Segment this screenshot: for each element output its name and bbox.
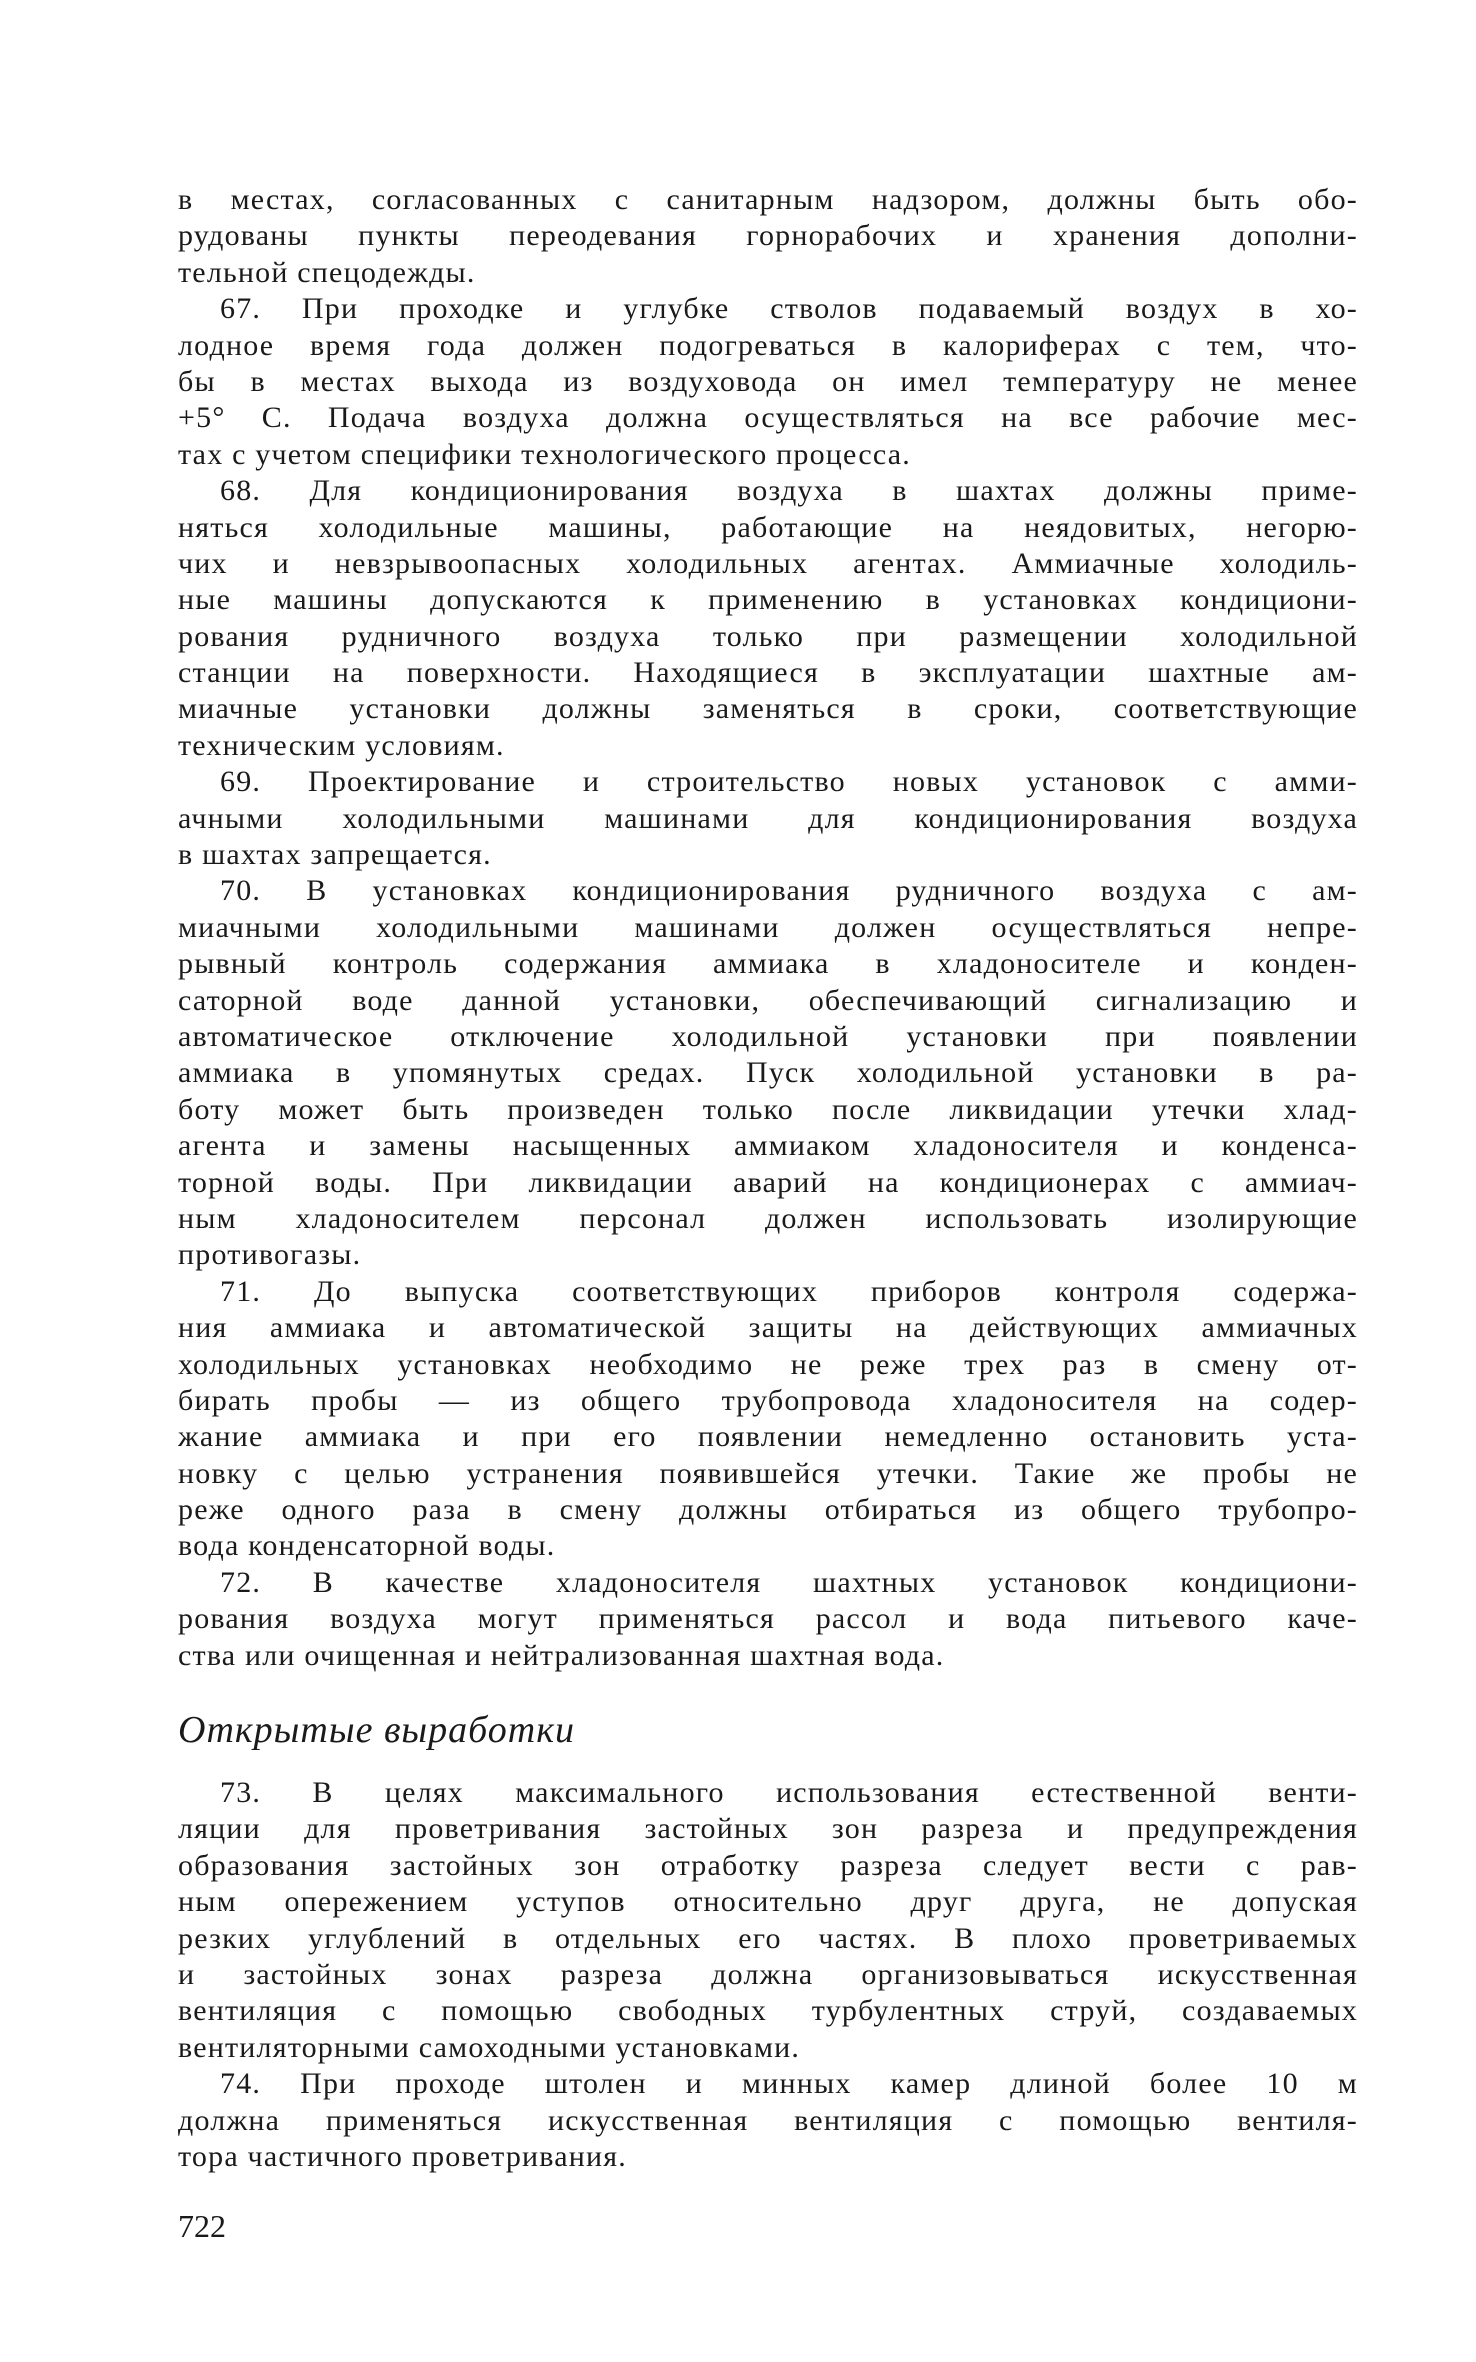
text-line: резких углублений в отдельных его частях. В плохо проветриваемых	[178, 1921, 1358, 1955]
text-line: реже одного раза в смену должны отбираться из общего трубопро-	[178, 1493, 1358, 1527]
text-line: 74. При проходе штолен и минных камер длиной более 10 м	[220, 2067, 1358, 2101]
text-line: агента и замены насыщенных аммиаком хладоносителя и конденса-	[178, 1129, 1358, 1163]
text-line: в шахтах запрещается.	[178, 838, 492, 872]
text-line: рования рудничного воздуха только при размещении холодильной	[178, 619, 1358, 653]
paragraph	[178, 873, 1358, 1273]
text-line: ные машины допускаются к применению в установках кондициони-	[178, 583, 1358, 617]
text-line: ства или очищенная и нейтрализованная шахтная вода.	[178, 1638, 945, 1672]
paragraph	[178, 291, 1358, 473]
text-line: 73. В целях максимального использования естественной венти-	[220, 1776, 1358, 1809]
paragraph	[178, 1565, 1358, 1674]
text-line: ачными холодильными машинами для кондиционирования воздуха	[178, 801, 1358, 835]
text-line: образования застойных зон отработку разреза следует вести с рав-	[178, 1848, 1358, 1882]
text-line: холодильных установках необходимо не реже трех раз в смену от-	[178, 1347, 1358, 1381]
paragraph	[178, 473, 1358, 764]
text-line: тора частичного проветривания.	[178, 2139, 627, 2173]
text-line: 68. Для кондиционирования воздуха в шахтах должны приме-	[220, 474, 1358, 508]
text-block-open-pits	[178, 1775, 1358, 2175]
text-line: вентиляция с помощью свободных турбулентных струй, создаваемых	[178, 1994, 1358, 2028]
text-line: автоматическое отключение холодильной установки при появлении	[178, 1019, 1358, 1053]
paragraph	[178, 1274, 1358, 1565]
text-line: миачными холодильными машинами должен осуществляться непре-	[178, 910, 1358, 944]
text-line: чих и невзрывоопасных холодильных агентах. Аммиачные холодиль-	[178, 546, 1358, 580]
text-line: боту может быть произведен только после ликвидации утечки хлад-	[178, 1092, 1358, 1126]
text-line: ным опережением уступов относительно друг друга, не допуская	[178, 1885, 1358, 1919]
text-line: рывный контроль содержания аммиака в хладоносителе и конден-	[178, 947, 1358, 981]
text-line: 67. При проходке и углубке стволов подаваемый воздух в хо-	[220, 292, 1358, 326]
text-line: миачные установки должны заменяться в сроки, соответствующие	[178, 692, 1358, 726]
text-line: ным хладоносителем персонал должен использовать изолирующие	[178, 1201, 1358, 1235]
text-line: няться холодильные машины, работающие на неядовитых, негорю-	[178, 510, 1358, 544]
text-line: 71. До выпуска соответствующих приборов контроля содержа-	[220, 1274, 1358, 1308]
text-line: в местах, согласованных с санитарным надзором, должны быть обо-	[178, 183, 1358, 216]
text-line: лодное время года должен подогреваться в калориферах с тем, что-	[178, 328, 1358, 362]
text-line: аммиака в упомянутых средах. Пуск холодильной установки в ра-	[178, 1056, 1358, 1090]
text-line: бирать пробы — из общего трубопровода хладоносителя на содер-	[178, 1383, 1358, 1417]
text-line: 69. Проектирование и строительство новых установок с амми-	[220, 765, 1358, 799]
paragraph	[178, 2066, 1358, 2175]
text-line: вентиляторными самоходными установками.	[178, 2030, 801, 2064]
paragraph	[178, 182, 1358, 291]
text-line: вода конденсаторной воды.	[178, 1529, 556, 1563]
section-heading: Открытые выработки	[178, 1709, 575, 1751]
text-line: и застойных зонах разреза должна организовываться искусственная	[178, 1957, 1358, 1991]
text-line: торной воды. При ликвидации аварий на кондиционерах с аммиач-	[178, 1165, 1358, 1199]
text-line: 72. В качестве хладоносителя шахтных установок кондициони-	[220, 1565, 1358, 1599]
text-line: жание аммиака и при его появлении немедленно остановить уста-	[178, 1420, 1358, 1454]
text-line: саторной воде данной установки, обеспечивающий сигнализацию и	[178, 983, 1358, 1017]
text-line: станции на поверхности. Находящиеся в эксплуатации шахтные ам-	[178, 656, 1358, 690]
text-line: противогазы.	[178, 1238, 362, 1272]
paragraph	[178, 764, 1358, 873]
text-line: рудованы пункты переодевания горнорабочих и хранения дополни-	[178, 219, 1358, 253]
text-line: новку с целью устранения появившейся утечки. Такие же пробы не	[178, 1456, 1358, 1490]
text-line: ляции для проветривания застойных зон разреза и предупреждения	[178, 1812, 1358, 1846]
page-number: 722	[178, 2208, 226, 2244]
text-line: 70. В установках кондиционирования рудничного воздуха с ам-	[220, 874, 1358, 908]
text-block-ventilation-conditioning	[178, 182, 1358, 1674]
text-line: ния аммиака и автоматической защиты на действующих аммиачных	[178, 1311, 1358, 1345]
text-line: должна применяться искусственная вентиляция с помощью вентиля-	[178, 2103, 1358, 2137]
text-line: +5° С. Подача воздуха должна осуществляться на все рабочие мес-	[178, 401, 1358, 435]
text-line: тельной спецодежды.	[178, 255, 476, 289]
text-line: бы в местах выхода из воздуховода он имел температуру не менее	[178, 364, 1358, 398]
text-line: рования воздуха могут применяться рассол и вода питьевого каче-	[178, 1602, 1358, 1636]
text-line: тах с учетом специфики технологического процесса.	[178, 437, 911, 471]
paragraph	[178, 1775, 1358, 2066]
text-line: техническим условиям.	[178, 728, 505, 762]
